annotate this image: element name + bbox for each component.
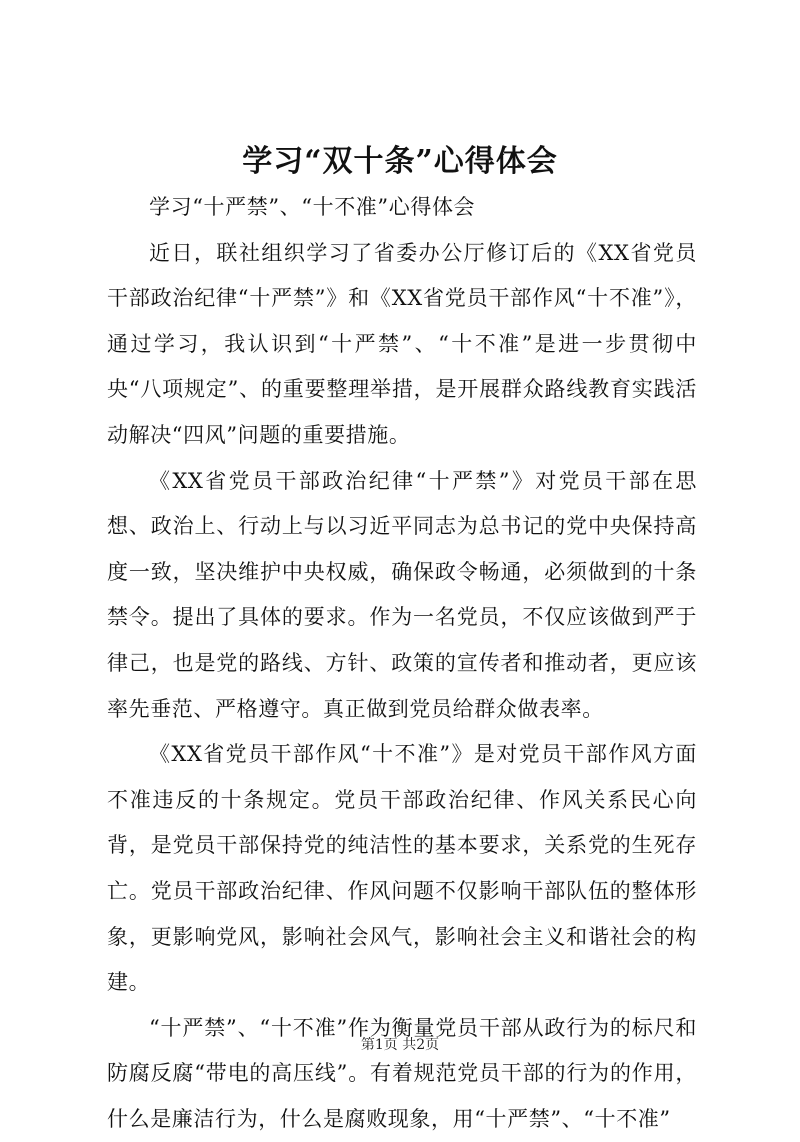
document-title: 学习“双十条”心得体会 xyxy=(242,144,558,179)
body-paragraph-4: “十严禁”、“十不准”作为衡量党员干部从政行为的标尺和防腐反腐“带电的高压线”。有着规范党员干部的行为的作用，什么是廉洁行为，什么是腐败现象，用“十严禁”、“十不准” xyxy=(107,1015,697,1131)
body-paragraph-2: 《XX省党员干部政治纪律“十严禁”》对党员干部在思想、政治上、行动上与以习近平同志为总书记的党中央保持高度一致，坚决维护中央权威，确保政令畅通，必须做到的十条禁令。提出了具体的要求。作为一名党员，不仅应该做到严于律己，也是党的路线、方针、政策的宣传者和推动者，更应该率先垂范、严格遵守。真正做到党员给群众做表率。 xyxy=(107,468,697,721)
subtitle-paragraph: 学习“十严禁”、“十不准”心得体会 xyxy=(149,195,476,219)
document-body xyxy=(107,185,697,1142)
page-number-footer: 第1页 共2页 xyxy=(360,1037,440,1053)
body-paragraph-3: 《XX省党员干部作风“十不准”》是对党员干部作风方面不准违反的十条规定。党员干部政治纪律、作风关系民心向背，是党员干部保持党的纯洁性的基本要求，关系党的生死存亡。党员干部政治纪律、作风问题不仅影响干部队伍的整体形象，更影响党风，影响社会风气，影响社会主义和谐社会的构建。 xyxy=(107,742,697,995)
body-paragraph-1: 近日，联社组织学习了省委办公厅修订后的《XX省党员干部政治纪律“十严禁”》和《XX省党员干部作风“十不准”》，通过学习，我认识到“十严禁”、“十不准”是进一步贯彻中央“八项规定”、的重要整理举措，是开展群众路线教育实践活动解决“四风”问题的重要措施。 xyxy=(107,240,697,447)
